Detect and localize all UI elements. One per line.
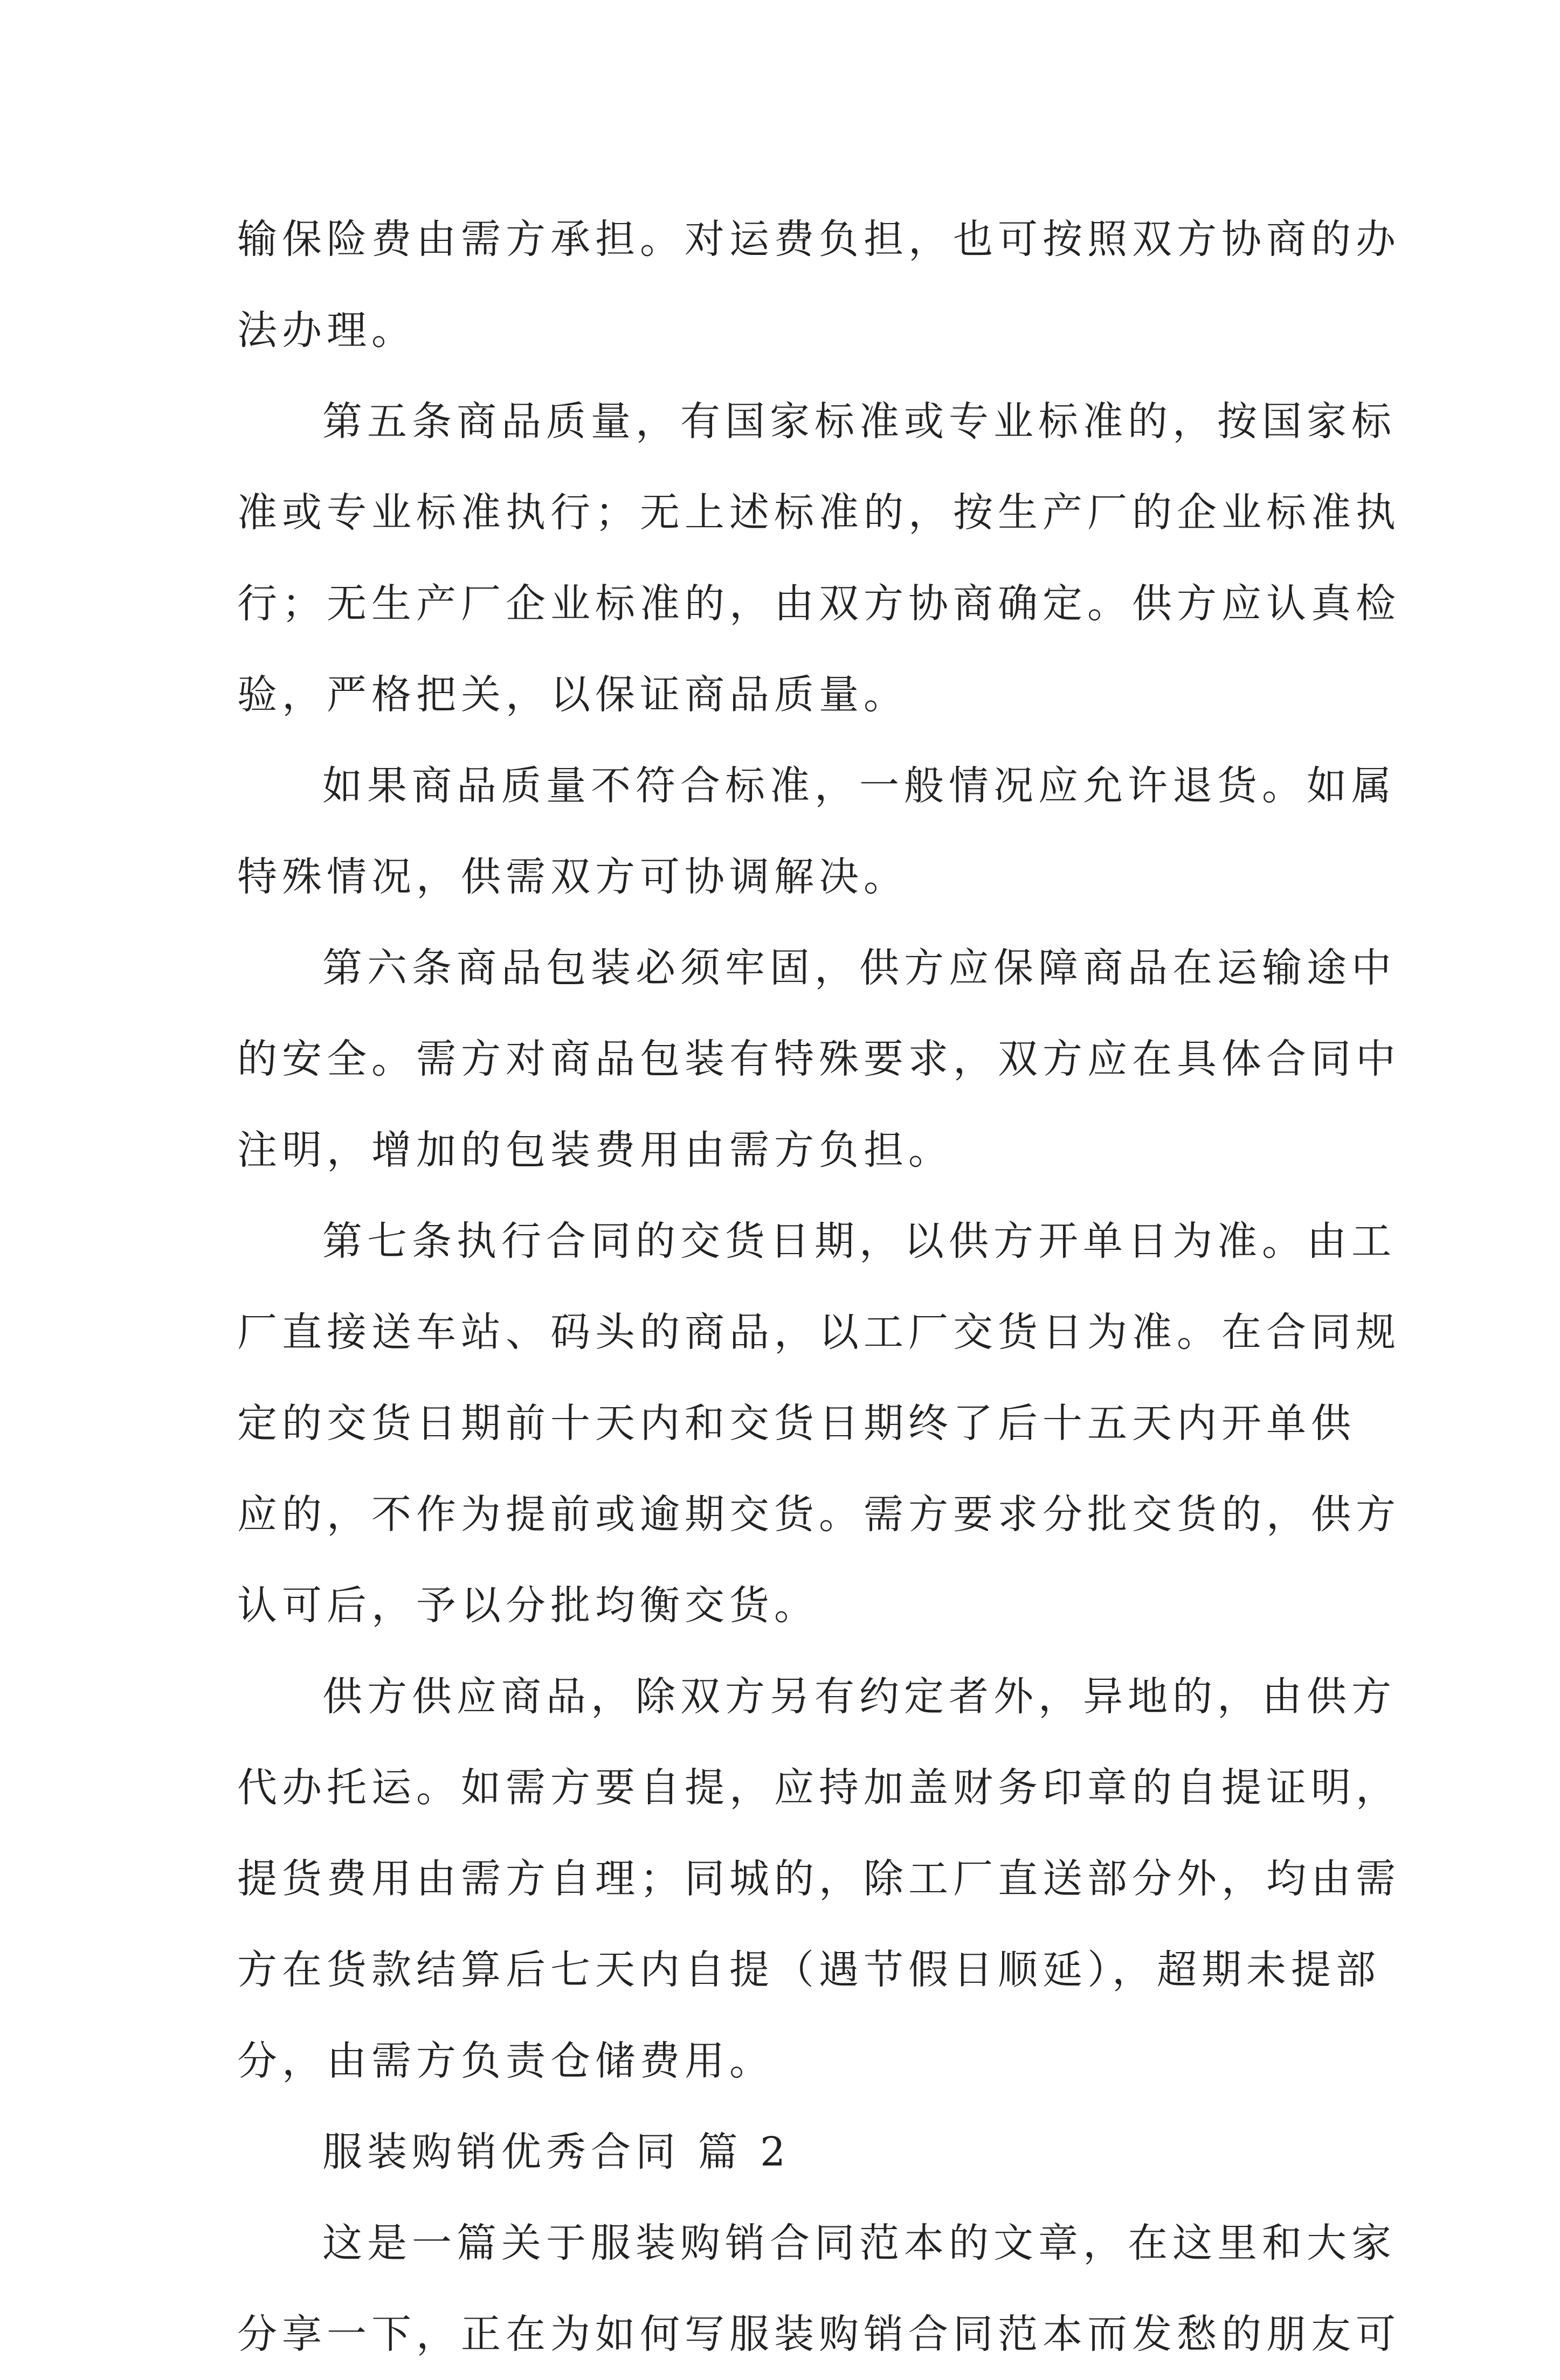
text-line: 准或专业标准执行；无上述标准的，按生产厂的企业标准执 [237,489,1400,536]
text-line: 分享一下，正在为如何写服装购销合同范本而发愁的朋友可 [237,2311,1400,2357]
text-line: 定的交货日期前十天内和交货日期终了后十五天内开单供 [237,1400,1356,1447]
text-line: 应的，不作为提前或逾期交货。需方要求分批交货的，供方 [237,1491,1400,1538]
text-line: 输保险费由需方承担。对运费负担，也可按照双方协商的办 [237,216,1400,262]
text-line: 行；无生产厂企业标准的，由双方协商确定。供方应认真检 [237,580,1400,627]
text-line: 注明，增加的包装费用由需方负担。 [237,1127,953,1173]
text-line: 法办理。 [237,307,416,354]
text-line: 提货费用由需方自理；同城的，除工厂直送部分外，均由需 [237,1856,1400,1902]
paragraph-start-line: 供方供应商品，除双方另有约定者外，异地的，由供方 [322,1673,1396,1720]
text-line: 分，由需方负责仓储费用。 [237,2038,774,2084]
paragraph-start-line: 这是一篇关于服装购销合同范本的文章，在这里和大家 [322,2220,1396,2266]
paragraph-start-line: 如果商品质量不符合标准，一般情况应允许退货。如属 [322,763,1396,809]
section-heading: 服装购销优秀合同 篇 2 [322,2129,791,2175]
paragraph-start-line: 第五条商品质量，有国家标准或专业标准的，按国家标 [322,398,1396,445]
text-line: 的安全。需方对商品包装有特殊要求，双方应在具体合同中 [237,1036,1400,1082]
paragraph-start-line: 第六条商品包装必须牢固，供方应保障商品在运输途中 [322,945,1396,991]
text-line: 方在货款结算后七天内自提（遇节假日顺延），超期未提部 [237,1947,1380,1993]
text-line: 验，严格把关，以保证商品质量。 [237,672,908,718]
text-line: 认可后，予以分批均衡交货。 [237,1582,819,1629]
text-line: 厂直接送车站、码头的商品，以工厂交货日为准。在合同规 [237,1309,1400,1355]
text-line: 特殊情况，供需双方可协调解决。 [237,854,908,900]
paragraph-start-line: 第七条执行合同的交货日期，以供方开单日为准。由工 [322,1218,1396,1264]
text-line: 代办托运。如需方要自提，应持加盖财务印章的自提证明， [237,1765,1400,1811]
document-body [237,194,1400,2380]
